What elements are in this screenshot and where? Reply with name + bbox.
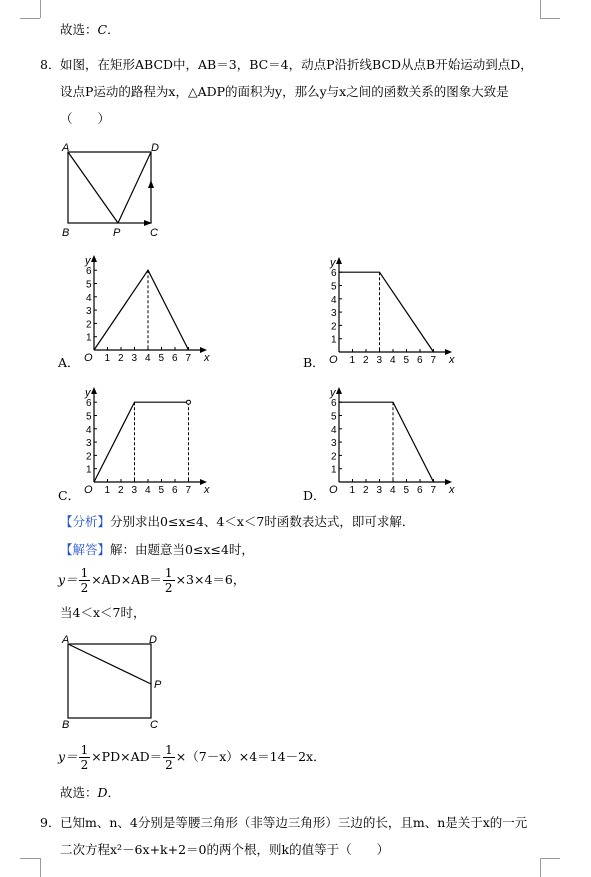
q9-number: 9． — [40, 815, 61, 830]
x-tick-label: 4 — [145, 485, 151, 494]
y-tick-label: 6 — [86, 266, 92, 278]
crop-mark-bottom-right-h — [540, 858, 560, 859]
q8-line-3: （ ） — [60, 111, 111, 126]
y-tick-label: 1 — [331, 464, 337, 476]
y-tick-label: 4 — [86, 424, 92, 436]
fraction-half: $\frac{1}{2}$ — [80, 743, 89, 772]
case-2-condition: 当4＜x＜7时， — [60, 605, 146, 620]
x-axis-label: x — [449, 354, 455, 364]
q9-line-2: 二次方程x²－6x+k+2＝0的两个根，则k的值等于（ ） — [60, 842, 390, 857]
fraction-half: $\frac{1}{2}$ — [165, 743, 173, 772]
x-tick-label: 7 — [430, 485, 437, 494]
q8-line-2: 设点P运动的路程为x，△ADP的面积为y，那么y与x之间的函数关系的图象大致是 — [60, 84, 509, 99]
option-d-label: D． — [303, 488, 326, 503]
solution: 【解答】解：由题意当0≤x≤4时， — [60, 542, 254, 557]
y-tick-label: 2 — [331, 451, 337, 463]
label-c: C — [150, 227, 158, 239]
label-a: A — [62, 142, 70, 154]
label-d: D — [149, 634, 157, 646]
q9-line-1: 已知m、n、4分别是等腰三角形（非等边三角形）三边的长，且m、n是关于x的一元 — [60, 815, 528, 830]
x-axis-label: x — [204, 352, 210, 362]
previous-answer: 故选：C． — [60, 22, 120, 37]
y-axis-label: y — [85, 387, 91, 399]
y-tick-label: 4 — [331, 294, 337, 306]
series-line — [339, 272, 434, 352]
y-tick-label: 6 — [86, 398, 92, 410]
crop-mark-bottom-left-v — [40, 858, 41, 877]
y-tick-label: 1 — [331, 334, 337, 346]
crop-mark-top-left-v — [40, 0, 41, 18]
x-tick-label: 6 — [417, 485, 423, 494]
x-tick-label: 7 — [430, 355, 437, 364]
x-tick-label: 2 — [363, 355, 369, 364]
x-tick-label: 3 — [376, 485, 383, 494]
answer-d: 故选：D． — [60, 785, 121, 800]
crop-mark-bottom-right-v — [540, 858, 541, 877]
graph-option-c — [82, 384, 212, 494]
y-tick-label: 6 — [331, 268, 337, 280]
x-tick-label: 1 — [104, 353, 111, 362]
fraction-half: $\frac{1}{2}$ — [80, 566, 89, 595]
y-tick-label: 5 — [331, 411, 337, 423]
label-a: A — [62, 634, 70, 646]
y-tick-label: 2 — [86, 451, 92, 463]
x-axis-label: x — [204, 484, 210, 494]
x-tick-label: 7 — [185, 353, 192, 362]
crop-mark-top-right-v — [540, 0, 541, 18]
y-axis-arrow — [91, 255, 97, 262]
label-b: B — [62, 719, 70, 731]
solution-tag: 【解答】 — [60, 542, 111, 557]
figure-rectangle-2 — [58, 632, 168, 732]
x-tick-label: 7 — [185, 485, 192, 494]
equation-1: y＝ $\frac{1}{2}$ ×AD×AB＝ $\frac{1}{2}$ ×3×4＝6， — [58, 566, 246, 595]
label-b: B — [62, 227, 70, 239]
origin-label: O — [84, 352, 93, 362]
x-tick-label: 5 — [403, 355, 410, 364]
y-axis-label: y — [330, 257, 336, 269]
x-tick-label: 4 — [145, 353, 151, 362]
y-tick-label: 3 — [331, 438, 337, 450]
y-tick-label: 5 — [331, 281, 337, 293]
crop-mark-top-left-h — [20, 18, 40, 19]
graph-option-d — [327, 384, 457, 494]
y-axis-arrow — [91, 387, 97, 394]
crop-mark-top-right-h — [540, 18, 560, 19]
x-tick-label: 5 — [158, 485, 165, 494]
series-line — [94, 402, 189, 482]
origin-label: O — [329, 354, 338, 364]
option-c-label: C． — [58, 488, 81, 503]
fraction-half: $\frac{1}{2}$ — [164, 566, 173, 595]
y-tick-label: 3 — [86, 438, 92, 450]
x-tick-label: 3 — [131, 485, 138, 494]
y-tick-label: 5 — [86, 279, 92, 291]
x-tick-label: 1 — [104, 485, 111, 494]
x-tick-label: 2 — [118, 353, 124, 362]
label-p: P — [113, 227, 121, 239]
x-tick-label: 2 — [118, 485, 124, 494]
y-axis-label: y — [330, 387, 336, 399]
x-tick-label: 4 — [390, 485, 396, 494]
analysis-tag: 【分析】 — [60, 514, 111, 529]
x-tick-label: 1 — [349, 485, 356, 494]
origin-label: O — [84, 484, 93, 494]
y-axis-arrow — [336, 387, 342, 394]
x-tick-label: 6 — [172, 485, 178, 494]
y-axis-arrow — [336, 257, 342, 264]
series-line — [94, 270, 189, 350]
q8-line-1: 如图，在矩形ABCD中，AB＝3，BC＝4，动点P沿折线BCD从点B开始运动到点D， — [60, 57, 533, 72]
series-line — [339, 402, 434, 482]
q8-number: 8． — [40, 57, 61, 72]
y-tick-label: 2 — [331, 321, 337, 333]
option-b-label: B． — [303, 355, 325, 370]
y-tick-label: 2 — [86, 319, 92, 331]
x-tick-label: 6 — [417, 355, 423, 364]
y-tick-label: 1 — [86, 464, 92, 476]
x-tick-label: 3 — [131, 353, 138, 362]
y-tick-label: 5 — [86, 411, 92, 423]
analysis: 【分析】分别求出0≤x≤4、4＜x＜7时函数表达式，即可求解． — [60, 514, 415, 529]
graph-option-a — [82, 252, 212, 362]
y-tick-label: 4 — [86, 292, 92, 304]
x-tick-label: 6 — [172, 353, 178, 362]
label-d: D — [151, 142, 159, 154]
y-tick-label: 1 — [86, 332, 92, 344]
x-tick-label: 5 — [403, 485, 410, 494]
x-axis-label: x — [449, 484, 455, 494]
y-axis-label: y — [85, 255, 91, 267]
crop-mark-bottom-left-h — [20, 858, 40, 859]
y-tick-label: 3 — [86, 306, 92, 318]
x-tick-label: 1 — [349, 355, 356, 364]
label-c: C — [150, 719, 158, 731]
origin-label: O — [329, 484, 338, 494]
y-tick-label: 6 — [331, 398, 337, 410]
graph-option-b — [327, 254, 457, 364]
y-tick-label: 4 — [331, 424, 337, 436]
equation-2: y＝ $\frac{1}{2}$ ×PD×AD＝ $\frac{1}{2}$ ×（7－x）×4＝14－2x． — [58, 743, 326, 772]
figure-rectangle-1 — [58, 140, 168, 240]
x-tick-label: 2 — [363, 485, 369, 494]
option-a-label: A． — [58, 355, 80, 370]
x-tick-label: 5 — [158, 353, 165, 362]
x-tick-label: 3 — [376, 355, 383, 364]
x-tick-label: 4 — [390, 355, 396, 364]
open-endpoint — [187, 400, 191, 404]
label-p: P — [154, 679, 162, 691]
y-tick-label: 3 — [331, 308, 337, 320]
